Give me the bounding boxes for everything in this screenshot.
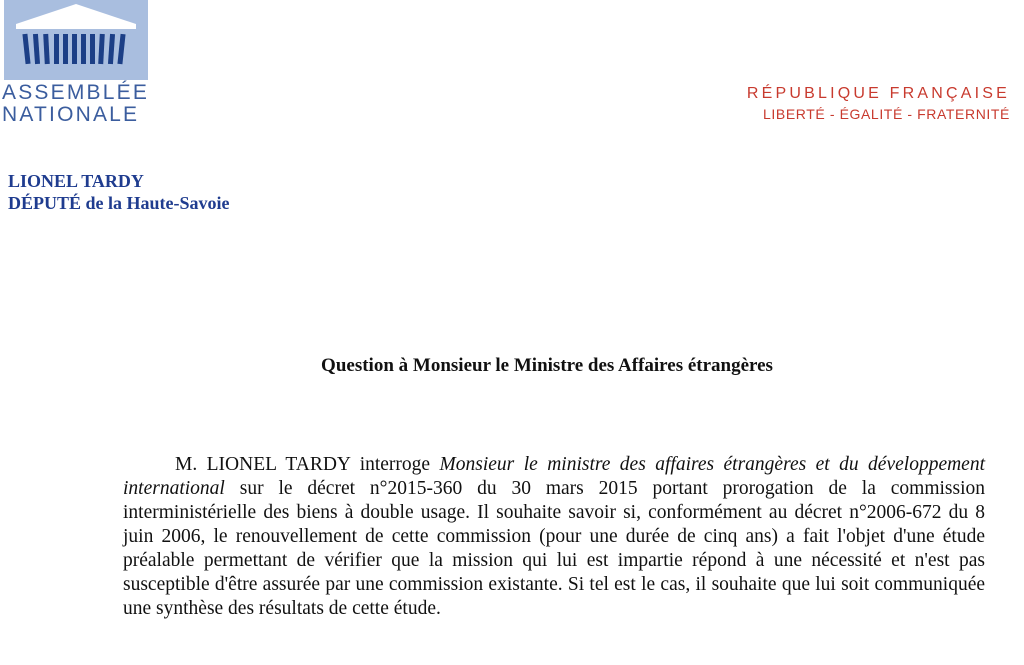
question-addressee: Monsieur le ministre des affaires étrangères et du développement international [123,453,985,499]
republic-name: RÉPUBLIQUE FRANÇAISE [746,85,1010,102]
assemblee-nationale-logo [0,0,150,130]
assemblee-nationale-building-icon [4,0,148,80]
republic-motto: LIBERTÉ - ÉGALITÉ - FRATERNITÉ [763,106,1010,122]
deputy-name: LIONEL TARDY [8,171,144,191]
republic-header [747,84,1010,124]
question-body [123,453,985,621]
question-intro: M. LIONEL TARDY interroge [175,453,440,475]
deputy-block [8,170,230,214]
question-title: Question à Monsieur le Ministre des Affaires étrangères [321,355,773,376]
question-text: sur le décret n°2015-360 du 30 mars 2015 portant prorogation de la commission interministérielle des biens à double usage. Il souhaite savoir si, conformément au décret n°2006-672 du 8 juin 2006, le renouvellement de cette commission (pour une durée de cinq ans) a fait l'objet d'une étude préalable permettant de vérifier que la mission qui lui est impartie répond à une nécessité et n'est pas susceptible d'être assurée par une commission existante. Si tel est le cas, il souhaite que lui soit communiquée une synthèse des résultats de cette étude. [123,477,985,619]
deputy-title: DÉPUTÉ de la Haute-Savoie [8,193,230,213]
logo-wordmark [2,82,149,126]
logo-line-2: NATIONALE [2,103,140,126]
logo-line-1: ASSEMBLÉE [2,81,150,104]
